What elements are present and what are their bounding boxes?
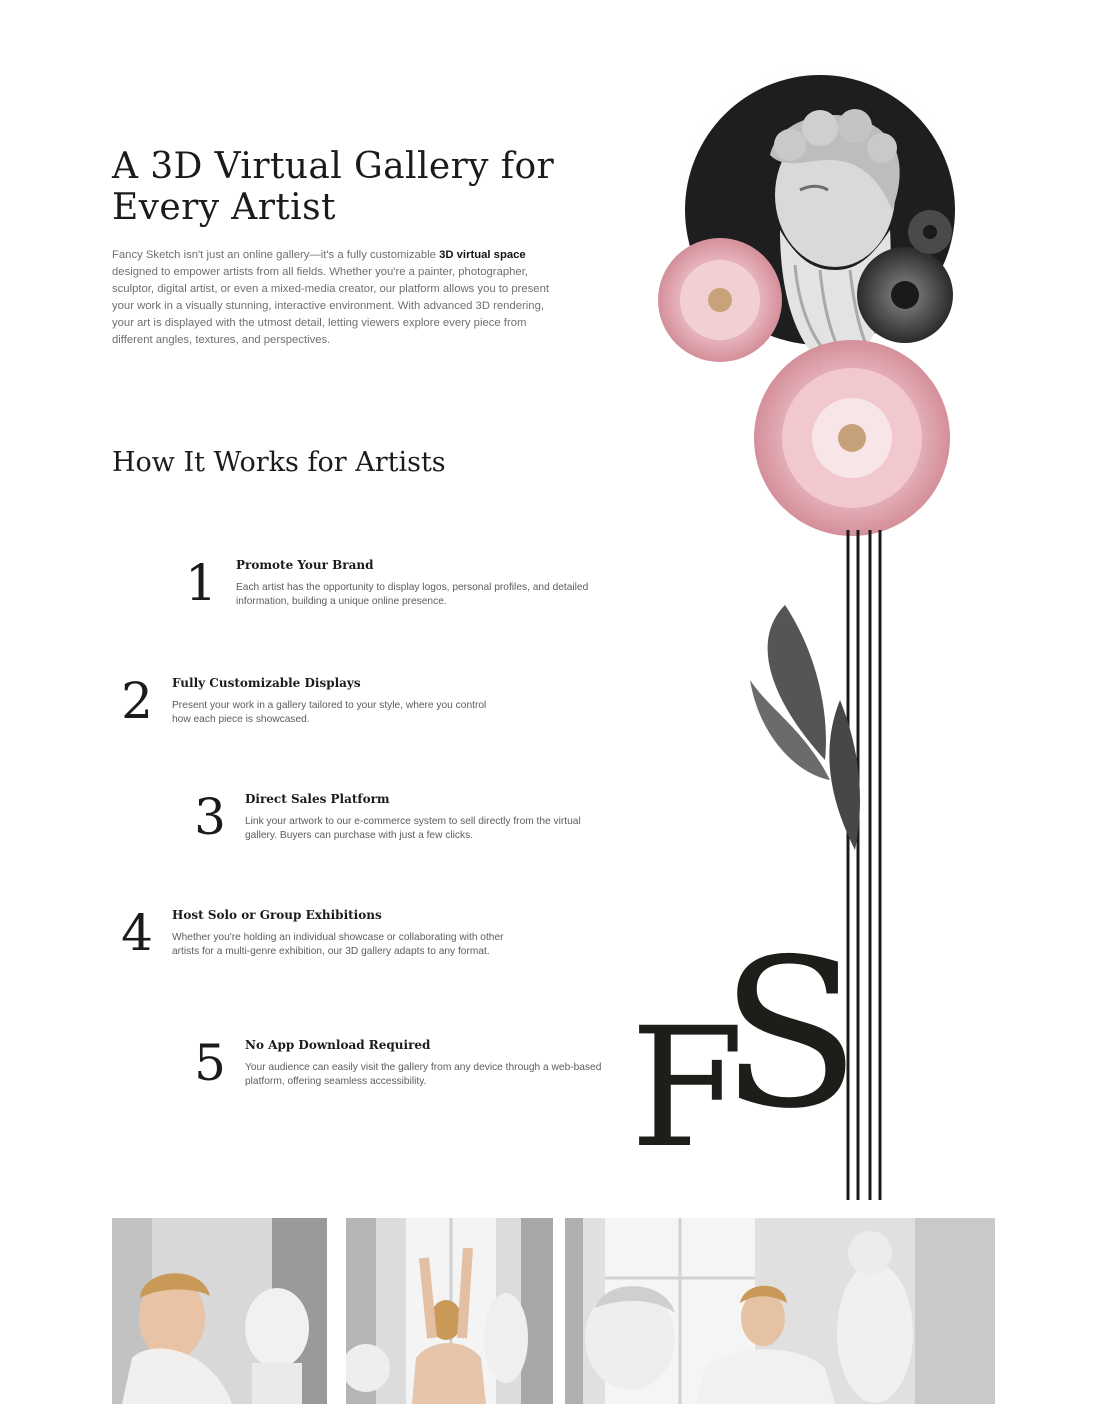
hero-description [112,247,552,349]
step-number: 3 [194,788,226,846]
how-it-works-title: How It Works for Artists [112,447,446,478]
step-3 [185,788,605,846]
sculpture-bust-illustration [630,60,1010,1210]
step-4 [112,904,552,962]
leaf-illustration [750,605,860,850]
hero-description-highlight: 3D virtual space [439,249,526,261]
step-text: Present your work in a gallery tailored to your style, where you control how each piece is showcased. [172,700,487,725]
step-5 [185,1034,635,1092]
step-body [245,792,585,842]
step-title: No App Download Required [245,1038,431,1052]
step-number: 5 [194,1034,226,1092]
gallery-photo-2 [346,1218,553,1404]
step-text: Your audience can easily visit the gallery from any device through a web-based platform, offering seamless accessibility. [245,1062,602,1087]
step-title: Promote Your Brand [236,558,374,572]
fs-monogram-logo [630,916,860,1184]
step-body [172,676,492,726]
step-2 [112,672,512,730]
step-number: 2 [121,672,153,730]
hero-description-text-2: designed to empower artists from all fields. Whether you're a painter, photographer, sculptor, digital artist, or even a mixed-media creator, our platform allows you to present your work in a visually stunning, interactive environment. With advanced 3D rendering, your art is displayed with the utmost detail, letting viewers explore every piece from different angles, textures, and perspectives. [112,266,550,346]
step-title: Host Solo or Group Exhibitions [172,908,382,922]
step-text: Whether you're holding an individual showcase or collaborating with other artists for a multi-genre exhibition, our 3D gallery adapts to any format. [172,932,504,957]
step-number: 1 [185,554,217,612]
step-number: 4 [121,904,153,962]
step-body [172,908,532,958]
hero-title: A 3D Virtual Gallery for Every Artist [112,146,555,228]
step-text: Each artist has the opportunity to display logos, personal profiles, and detailed information, building a unique online presence. [236,582,589,607]
gallery-photo-3 [565,1218,995,1404]
step-1 [176,554,596,612]
monogram-letter-f: F [630,992,745,1184]
dark-dahlia-illustration [857,247,953,343]
hero-description-text: Fancy Sketch isn't just an online gallery—it's a fully customizable [112,249,440,261]
monogram-letter-s: S [720,916,861,1154]
pink-dahlia-small-illustration [658,238,782,362]
step-title: Fully Customizable Displays [172,676,361,690]
dahlia-flower-illustration [754,340,950,536]
step-text: Link your artwork to our e-commerce system to sell directly from the virtual gallery. Buyers can purchase with just a few clicks. [245,816,581,841]
step-title: Direct Sales Platform [245,792,390,806]
step-body [245,1038,625,1088]
step-body [236,558,596,608]
gallery-photo-1 [112,1218,327,1404]
